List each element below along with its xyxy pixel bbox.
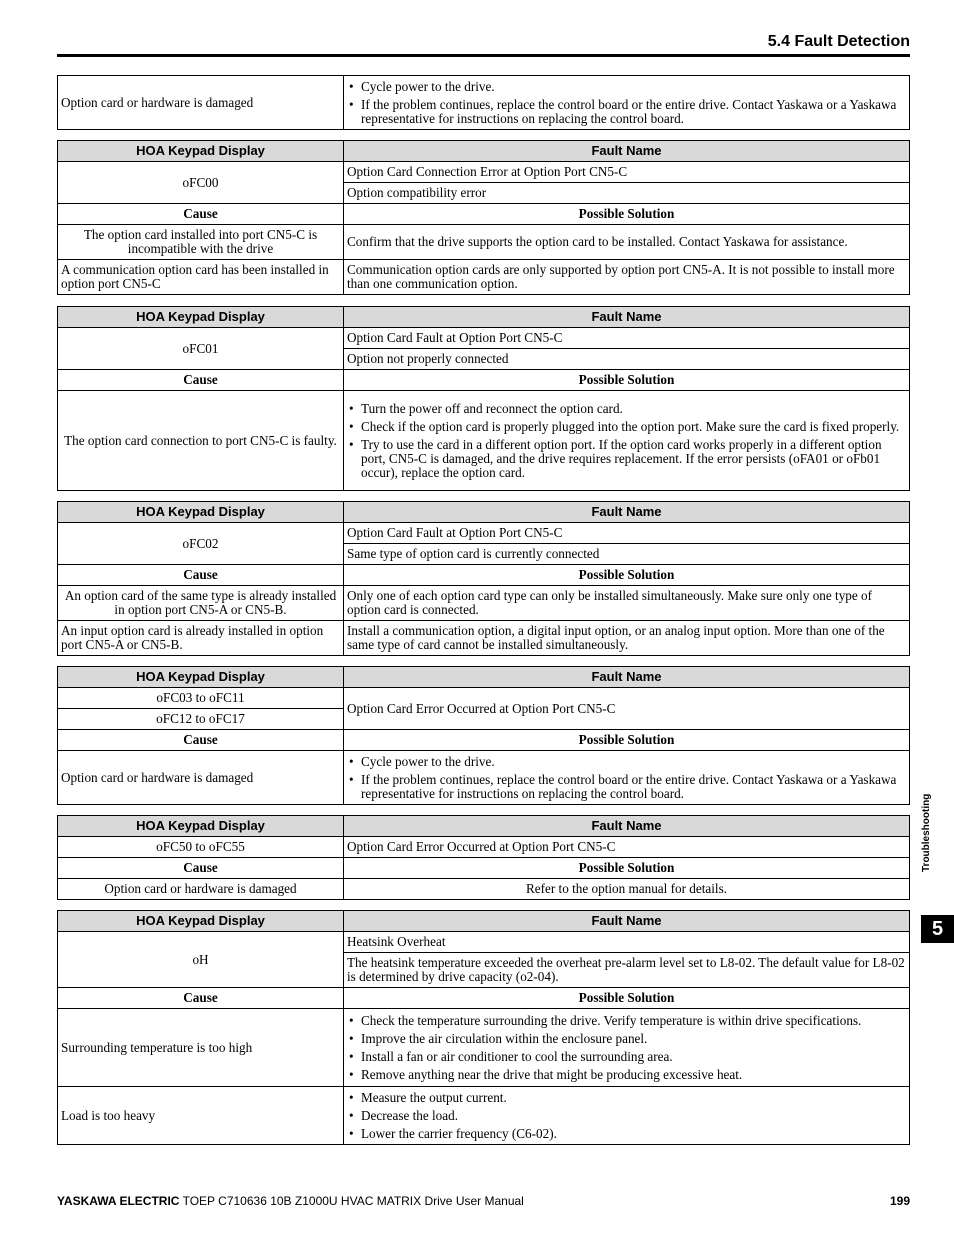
cause-header: Cause	[58, 370, 344, 391]
solution-cell	[344, 1087, 910, 1145]
chapter-side-label-text: Troubleshooting	[921, 793, 932, 872]
hoa-keypad-display-header: HOA Keypad Display	[58, 667, 344, 688]
fault-name-header: Fault Name	[344, 502, 910, 523]
page-number: 199	[889, 1194, 910, 1208]
fault-name-header: Fault Name	[344, 911, 910, 932]
fault-name-header: Fault Name	[344, 816, 910, 837]
solution-item: • Decrease the load.	[347, 1109, 906, 1123]
cause-cell: Option card or hardware is damaged	[58, 751, 344, 805]
solution-item: • Cycle power to the drive.	[347, 755, 906, 769]
solution-cell: Confirm that the drive supports the option card to be installed. Contact Yaskawa for assistance.	[344, 225, 910, 260]
solution-cell: Install a communication option, a digital input option, or an analog input option. More than one of the same type of card cannot be installed simultaneously.	[344, 621, 910, 656]
solution-cell: Refer to the option manual for details.	[344, 879, 910, 900]
solution-cell: Only one of each option card type can only be installed simultaneously. Make sure only one type of option card is connected.	[344, 586, 910, 621]
cause-header: Cause	[58, 858, 344, 879]
fault-name: Option Card Error Occurred at Option Port CN5-C	[344, 837, 910, 858]
cause-cell: A communication option card has been installed in option port CN5-C	[58, 260, 344, 295]
header-rule	[57, 54, 910, 57]
fault-name: Heatsink Overheat	[344, 932, 910, 953]
fault-description: Same type of option card is currently connected	[344, 544, 910, 565]
solution-item: • Remove anything near the drive that might be producing excessive heat.	[347, 1068, 906, 1082]
cause-header: Cause	[58, 204, 344, 225]
solution-item: • Try to use the card in a different option port. If the option card works properly in a different option port, CN5-C is damaged, and the drive requires replacement. If the error persists (oFA01 or oFb01 occur), replace the option card.	[347, 438, 906, 480]
fault-name-header: Fault Name	[344, 667, 910, 688]
solution-list	[347, 1091, 906, 1141]
solution-cell	[344, 1009, 910, 1087]
cause-cell: An input option card is already installed in option port CN5-A or CN5-B.	[58, 621, 344, 656]
solution-item: • If the problem continues, replace the control board or the entire drive. Contact Yaskawa or a Yaskawa representative for instructions on replacing the control board.	[347, 98, 906, 126]
cause-cell: Option card or hardware is damaged	[58, 879, 344, 900]
fault-table-ofc50	[57, 815, 910, 900]
fault-table-ofc00	[57, 140, 910, 295]
solution-item: • Check the temperature surrounding the drive. Verify temperature is within drive specifications.	[347, 1014, 906, 1028]
keypad-display-code: oFC50 to oFC55	[58, 837, 344, 858]
hoa-keypad-display-header: HOA Keypad Display	[58, 141, 344, 162]
section-title: 5.4 Fault Detection	[767, 33, 910, 50]
cause-header: Cause	[58, 988, 344, 1009]
fault-description: Option not properly connected	[344, 349, 910, 370]
solution-item: • Measure the output current.	[347, 1091, 906, 1105]
keypad-display-code: oFC02	[58, 523, 344, 565]
chapter-number-tab: 5	[921, 915, 954, 943]
solution-item: • Cycle power to the drive.	[347, 80, 906, 94]
page-footer	[57, 1194, 910, 1208]
solution-item: • If the problem continues, replace the control board or the entire drive. Contact Yaskawa or a Yaskawa representative for instructions on replacing the control board.	[347, 773, 906, 801]
keypad-display-code: oH	[58, 932, 344, 988]
cause-header: Cause	[58, 730, 344, 751]
solution-item: • Lower the carrier frequency (C6-02).	[347, 1127, 906, 1141]
solution-item: • Improve the air circulation within the enclosure panel.	[347, 1032, 906, 1046]
fault-description: Option compatibility error	[344, 183, 910, 204]
cause-cell: Load is too heavy	[58, 1087, 344, 1145]
footer-brand: YASKAWA ELECTRIC	[57, 1194, 180, 1208]
fault-table-continued	[57, 75, 910, 130]
hoa-keypad-display-header: HOA Keypad Display	[58, 307, 344, 328]
keypad-display-code: oFC00	[58, 162, 344, 204]
keypad-display-code: oFC03 to oFC11	[58, 688, 344, 709]
footer-manual-title: TOEP C710636 10B Z1000U HVAC MATRIX Drive User Manual	[182, 1194, 524, 1208]
fault-description: The heatsink temperature exceeded the overheat pre-alarm level set to L8-02. The default value for L8-02 is determined by drive capacity (o2-04).	[344, 953, 910, 988]
possible-solution-header: Possible Solution	[344, 565, 910, 586]
possible-solution-header: Possible Solution	[344, 988, 910, 1009]
fault-name: Option Card Fault at Option Port CN5-C	[344, 523, 910, 544]
fault-name: Option Card Error Occurred at Option Port CN5-C	[344, 688, 910, 730]
fault-name-header: Fault Name	[344, 141, 910, 162]
possible-solution-header: Possible Solution	[344, 370, 910, 391]
hoa-keypad-display-header: HOA Keypad Display	[58, 816, 344, 837]
keypad-display-code: oFC01	[58, 328, 344, 370]
hoa-keypad-display-header: HOA Keypad Display	[58, 502, 344, 523]
possible-solution-header: Possible Solution	[344, 204, 910, 225]
solution-cell	[344, 391, 910, 491]
hoa-keypad-display-header: HOA Keypad Display	[58, 911, 344, 932]
solution-cell	[344, 751, 910, 805]
solution-cell: Communication option cards are only supported by option port CN5-A. It is not possible to install more than one communication option.	[344, 260, 910, 295]
solution-list	[347, 1014, 906, 1082]
keypad-display-code: oFC12 to oFC17	[58, 709, 344, 730]
cause-cell: Surrounding temperature is too high	[58, 1009, 344, 1087]
solution-item: • Check if the option card is properly plugged into the option port. Make sure the card is fixed properly.	[347, 420, 906, 434]
fault-name: Option Card Connection Error at Option Port CN5-C	[344, 162, 910, 183]
solution-cell	[344, 76, 910, 130]
fault-table-ofc02	[57, 501, 910, 656]
cause-cell: An option card of the same type is already installed in option port CN5-A or CN5-B.	[58, 586, 344, 621]
possible-solution-header: Possible Solution	[344, 858, 910, 879]
solution-item: • Install a fan or air conditioner to cool the surrounding area.	[347, 1050, 906, 1064]
fault-table-oh	[57, 910, 910, 1145]
fault-table-ofc01	[57, 306, 910, 491]
solution-list	[347, 80, 906, 126]
cause-cell: Option card or hardware is damaged	[58, 76, 344, 130]
fault-table-ofc03	[57, 666, 910, 805]
fault-name: Option Card Fault at Option Port CN5-C	[344, 328, 910, 349]
solution-list	[347, 755, 906, 801]
fault-name-header: Fault Name	[344, 307, 910, 328]
cause-header: Cause	[58, 565, 344, 586]
possible-solution-header: Possible Solution	[344, 730, 910, 751]
cause-cell: The option card installed into port CN5-C is incompatible with the drive	[58, 225, 344, 260]
solution-item: • Turn the power off and reconnect the option card.	[347, 402, 906, 416]
cause-cell: The option card connection to port CN5-C is faulty.	[58, 391, 344, 491]
solution-list	[347, 402, 906, 480]
